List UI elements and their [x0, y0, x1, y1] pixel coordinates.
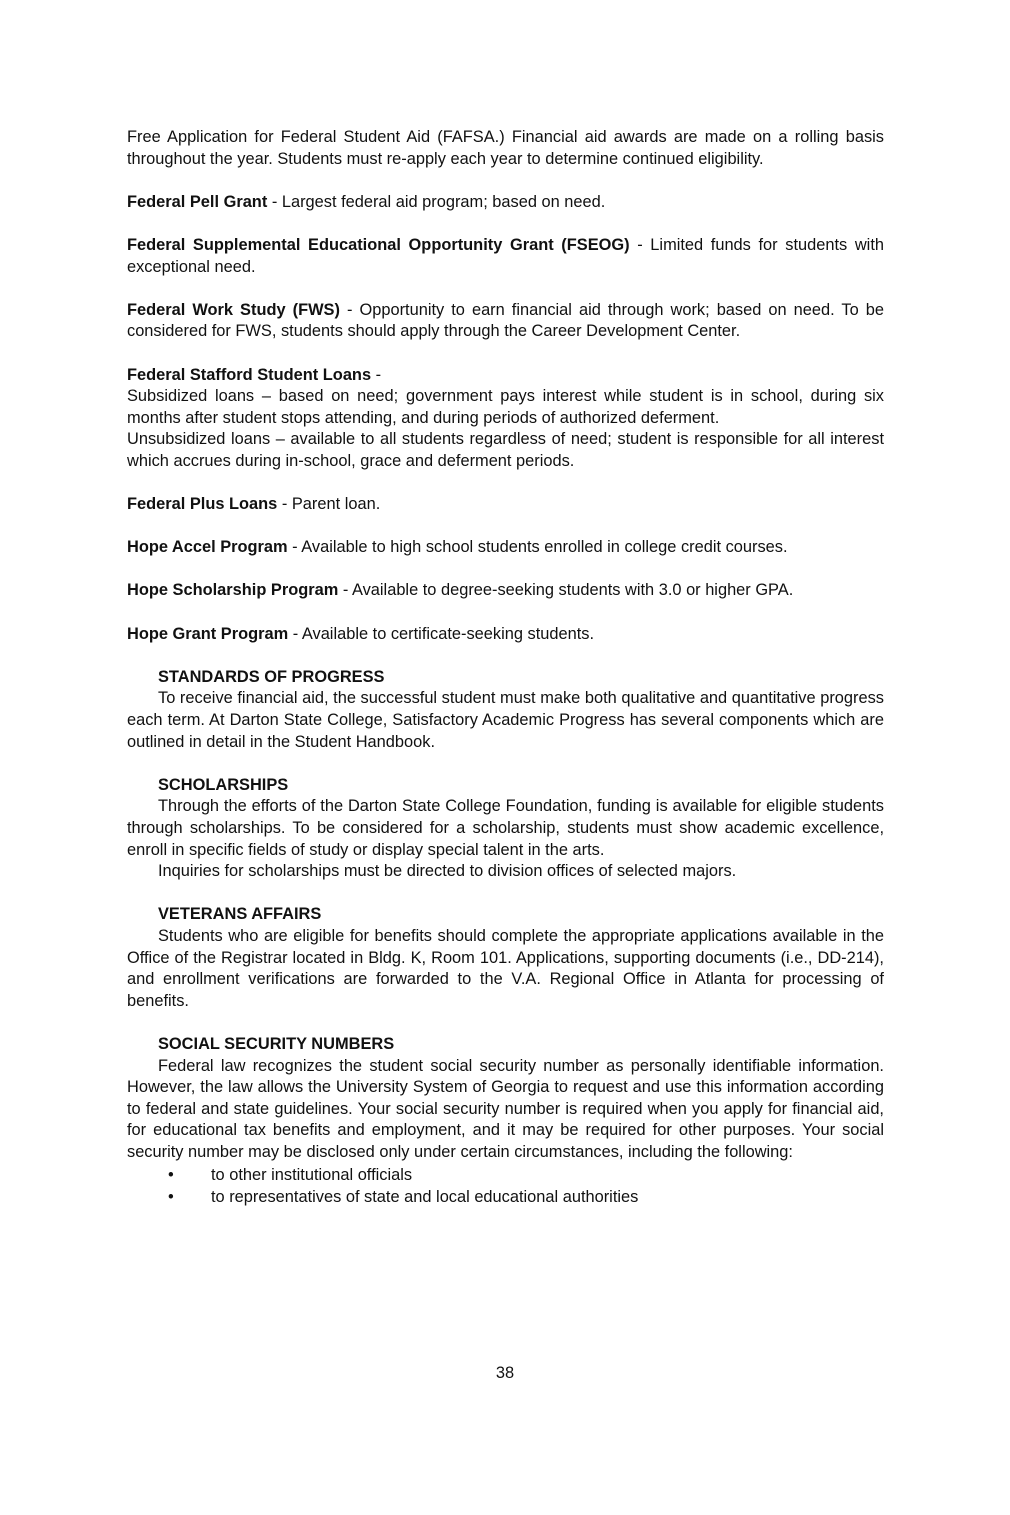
list-item — [127, 1164, 884, 1187]
page-number: 38 — [495, 1364, 515, 1382]
program-description: - Available to certificate-seeking students. — [288, 624, 595, 643]
program-term: Federal Plus Loans — [127, 495, 278, 514]
program-description: - Opportunity to earn financial aid through work; based on need. To be considered for FWS, students should apply through the Career Development Center. — [127, 300, 884, 341]
program-stafford — [127, 365, 884, 387]
program-plus — [127, 494, 884, 516]
section-heading-scholarships: SCHOLARSHIPS — [158, 775, 289, 794]
program-hope-accel — [127, 537, 884, 559]
document-page — [127, 127, 884, 1209]
program-description: - — [371, 365, 382, 384]
program-description: - Available to degree-seeking students with 3.0 or higher GPA. — [338, 581, 794, 600]
bullet-icon: • — [168, 1165, 174, 1184]
veterans-body: Students who are eligible for benefits should complete the appropriate applications available in the Office of the Registrar located in Bldg. K, Room 101. Applications, supporting documents (i.e., DD-214), and enrollment verifications are forwarded to the V.A. Regional Office in Atlanta for processing of benefits. — [127, 926, 884, 1010]
list-item-text: to representatives of state and local educational authorities — [211, 1188, 639, 1206]
list-item-text: to other institutional officials — [211, 1165, 413, 1184]
program-term: Federal Work Study (FWS) — [127, 300, 340, 319]
program-hope-grant — [127, 624, 884, 646]
program-description: - Available to high school students enrolled in college credit courses. — [287, 538, 788, 557]
stafford-subsidized: Subsidized loans – based on need; government pays interest while student is in school, during six months after student stops attending, and during periods of authorized deferment. — [127, 387, 884, 427]
program-term: Hope Scholarship Program — [127, 581, 339, 600]
intro-paragraph: Free Application for Federal Student Aid (FAFSA.) Financial aid awards are made on a rolling basis throughout the year. Students must re-apply each year to determine continued eligibility. — [127, 128, 884, 168]
program-pell — [127, 192, 884, 214]
program-term: Hope Accel Program — [127, 538, 288, 557]
program-term: Federal Pell Grant — [127, 192, 268, 211]
standards-body: To receive financial aid, the successful student must make both qualitative and quantitative progress each term. At Darton State College, Satisfactory Academic Progress has several components which are outlined in detail in the Student Handbook. — [127, 689, 884, 751]
program-term: Federal Stafford Student Loans — [127, 365, 372, 384]
bullet-icon: • — [168, 1188, 174, 1206]
list-item — [127, 1186, 884, 1209]
stafford-unsubsidized: Unsubsidized loans – available to all students regardless of need; student is responsible for all interest which accrues during in-school, grace and deferment periods. — [127, 430, 884, 470]
program-description: - Parent loan. — [277, 495, 381, 514]
program-fseog — [127, 235, 884, 278]
ssn-body: Federal law recognizes the student social security number as personally identifiable information. However, the law allows the University System of Georgia to request and use this information according to federal and state guidelines. Your social security number is required when you apply for financial aid, for educational tax benefits and employment, and it may be required for other purposes. Your social security number may be disclosed only under certain circumstances, including the following: — [127, 1056, 884, 1161]
program-term: Hope Grant Program — [127, 624, 289, 643]
section-heading-standards: STANDARDS OF PROGRESS — [158, 667, 385, 686]
scholarships-body: Through the efforts of the Darton State College Foundation, funding is available for eligible students through scholarships. To be considered for a scholarship, students must show academic excellence, enroll in specific fields of study or display special talent in the arts. — [127, 797, 884, 859]
program-description: - Largest federal aid program; based on need. — [267, 192, 606, 211]
ssn-disclosure-list — [127, 1164, 884, 1209]
program-term: Federal Supplemental Educational Opportunity Grant (FSEOG) — [127, 235, 630, 254]
program-description: - Limited funds for students with exceptional need. — [127, 235, 884, 276]
section-heading-ssn: SOCIAL SECURITY NUMBERS — [158, 1034, 395, 1053]
program-fws — [127, 300, 884, 343]
program-hope-scholarship — [127, 580, 884, 602]
section-heading-veterans: VETERANS AFFAIRS — [158, 905, 322, 924]
scholarships-inquiries: Inquiries for scholarships must be directed to division offices of selected majors. — [158, 862, 737, 881]
